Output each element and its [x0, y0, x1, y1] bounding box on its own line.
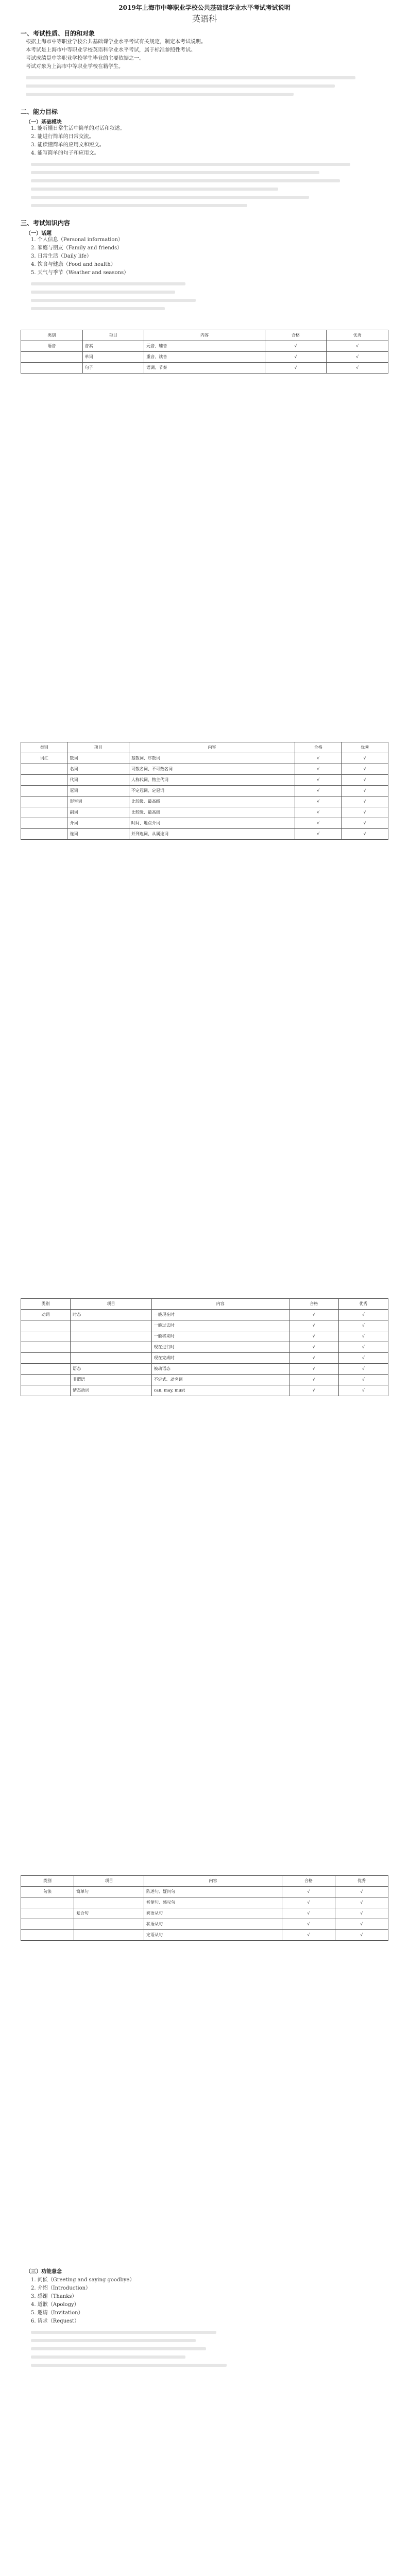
table-cell [21, 1320, 71, 1331]
paragraph: 4. 能写简单的句子和应用文。 [31, 150, 99, 156]
table-cell: √ [338, 1320, 388, 1331]
table-cell: 状语从句 [144, 1919, 282, 1930]
table-cell: √ [289, 1310, 338, 1320]
table-cell: 代词 [67, 775, 129, 786]
function-item: 2. 介绍（Introduction） [31, 2285, 91, 2291]
table-cell: √ [295, 775, 342, 786]
table-row [21, 1887, 388, 1897]
table-cell: √ [338, 1375, 388, 1385]
paragraph: 3. 能读懂简单的应用文和短文。 [31, 142, 105, 148]
section-heading-2: 二、能力目标 [21, 108, 58, 115]
table-vocabulary [21, 742, 388, 840]
header-cell: 项目 [74, 1876, 144, 1887]
paragraph: 2. 能进行简单的日常交流。 [31, 134, 94, 140]
text-line [31, 2339, 196, 2342]
table-cell: √ [342, 807, 388, 818]
header-cell: 优秀 [335, 1876, 388, 1887]
header-cell: 合格 [295, 742, 342, 753]
header-cell: 项目 [82, 330, 144, 341]
table-cell: √ [342, 818, 388, 829]
table-cell: √ [338, 1353, 388, 1364]
table-cell: 形容词 [67, 796, 129, 807]
table-cell: √ [282, 1897, 335, 1908]
table-cell [21, 1331, 71, 1342]
table-row [21, 1320, 388, 1331]
table-cell: √ [342, 775, 388, 786]
table-cell: √ [335, 1919, 388, 1930]
table-cell: √ [335, 1897, 388, 1908]
header-cell: 类别 [21, 330, 83, 341]
table-cell: 语态 [71, 1364, 152, 1375]
table-cell [21, 1930, 74, 1941]
table-cell: 语音 [21, 341, 83, 352]
table-row [21, 753, 388, 764]
table-cell: 副词 [67, 807, 129, 818]
table-cell: 比较级、最高级 [129, 796, 295, 807]
table-row [21, 1375, 388, 1385]
table-cell: 词汇 [21, 753, 67, 764]
topic-item: 2. 家庭与朋友（Family and friends） [31, 245, 123, 251]
topic-item: 5. 天气与季节（Weather and seasons） [31, 270, 129, 276]
table-row [21, 1331, 388, 1342]
header-cell: 类别 [21, 1876, 74, 1887]
text-line [31, 2347, 206, 2350]
paragraph: 考试对象为上海市中等职业学校在籍学生。 [26, 64, 124, 70]
table-row [21, 764, 388, 775]
table-cell: 陈述句、疑问句 [144, 1887, 282, 1897]
table-row [21, 786, 388, 796]
table-cell: 并列连词、从属连词 [129, 829, 295, 840]
table-cell: 音素 [82, 341, 144, 352]
table-verbs [21, 1298, 388, 1396]
table-cell: 动词 [21, 1310, 71, 1320]
text-line [31, 171, 319, 174]
table-cell: √ [265, 363, 327, 374]
table-cell: 人称代词、物主代词 [129, 775, 295, 786]
table-cell [21, 807, 67, 818]
text-line [31, 282, 185, 285]
table-row [21, 1385, 388, 1396]
table-cell: √ [289, 1342, 338, 1353]
table-cell: 可数名词、不可数名词 [129, 764, 295, 775]
table-row [21, 352, 388, 363]
table-cell: 祈使句、感叹句 [144, 1897, 282, 1908]
table-cell [21, 1364, 71, 1375]
table-cell: √ [265, 352, 327, 363]
table-cell [74, 1919, 144, 1930]
table-cell: √ [338, 1310, 388, 1320]
text-line [31, 204, 247, 207]
table-cell: √ [282, 1930, 335, 1941]
table-row [21, 1310, 388, 1320]
table-cell [71, 1342, 152, 1353]
table-cell: 复合句 [74, 1908, 144, 1919]
section-heading-3: 三、考试知识内容 [21, 219, 71, 227]
header-cell: 合格 [282, 1876, 335, 1887]
topic-item: 3. 日常生活（Daily life） [31, 253, 92, 259]
table-cell [21, 1908, 74, 1919]
text-line [31, 2331, 216, 2334]
table-cell [71, 1353, 152, 1364]
section-heading-1: 一、考试性质、目的和对象 [21, 30, 95, 37]
table-row [21, 1353, 388, 1364]
text-line [26, 84, 335, 88]
table-cell [21, 1342, 71, 1353]
table-cell: 句子 [82, 363, 144, 374]
table-cell [21, 786, 67, 796]
table-cell: 重音、读音 [144, 352, 265, 363]
paragraph: 1. 能听懂日常生活中简单的对话和叙述。 [31, 126, 125, 131]
table-row [21, 829, 388, 840]
table-cell: 冠词 [67, 786, 129, 796]
table-cell: √ [289, 1385, 338, 1396]
table-cell: 语调、节奏 [144, 363, 265, 374]
function-item: 4. 道歉（Apology） [31, 2302, 79, 2308]
table-cell: √ [289, 1364, 338, 1375]
table-cell [21, 1353, 71, 1364]
header-cell: 优秀 [327, 330, 388, 341]
table-cell: √ [295, 796, 342, 807]
table-cell: √ [295, 753, 342, 764]
table-row [21, 1897, 388, 1908]
table-cell: √ [282, 1887, 335, 1897]
table-cell: √ [327, 341, 388, 352]
header-cell: 优秀 [342, 742, 388, 753]
table-cell: 比较级、最高级 [129, 807, 295, 818]
table-cell: 一般现在时 [151, 1310, 289, 1320]
table-cell [74, 1930, 144, 1941]
paragraph: 根据上海市中等职业学校公共基础课学业水平考试有关规定，制定本考试说明。 [26, 39, 206, 45]
table-cell: √ [342, 753, 388, 764]
table-cell: 句法 [21, 1887, 74, 1897]
paragraph: 本考试是上海市中等职业学校英语科学业水平考试，属于标准参照性考试。 [26, 47, 196, 53]
table-cell: √ [282, 1919, 335, 1930]
topic-item: 4. 饮食与健康（Food and health） [31, 262, 116, 267]
table-cell: √ [342, 829, 388, 840]
table-row [21, 1930, 388, 1941]
table-cell [21, 775, 67, 786]
text-line [31, 299, 196, 302]
table-cell: √ [295, 764, 342, 775]
table-cell: √ [335, 1887, 388, 1897]
table-cell: 单词 [82, 352, 144, 363]
table-cell: can, may, must [151, 1385, 289, 1396]
table-cell: 一般过去时 [151, 1320, 289, 1331]
header-cell: 项目 [71, 1299, 152, 1310]
function-item: 6. 请求（Request） [31, 2318, 80, 2324]
table-cell [21, 1919, 74, 1930]
header-cell: 类别 [21, 1299, 71, 1310]
table-cell [21, 764, 67, 775]
table-cell: √ [289, 1331, 338, 1342]
table-cell [21, 796, 67, 807]
table-cell: √ [327, 363, 388, 374]
table-cell: √ [342, 764, 388, 775]
header-cell: 项目 [67, 742, 129, 753]
table-cell: 定语从句 [144, 1930, 282, 1941]
table-cell [21, 1375, 71, 1385]
document-title: 2019年上海市中等职业学校公共基础课学业水平考试考试说明 [118, 4, 291, 11]
table-row [21, 1342, 388, 1353]
header-cell: 合格 [265, 330, 327, 341]
function-item: 3. 感谢（Thanks） [31, 2294, 77, 2299]
table-row [21, 775, 388, 786]
table-header [21, 742, 388, 753]
topic-item: 1. 个人信息（Personal information） [31, 237, 123, 243]
document-subtitle: 英语科 [192, 14, 217, 24]
table-cell: √ [289, 1353, 338, 1364]
table-cell: 被动语态 [151, 1364, 289, 1375]
table-cell: √ [289, 1320, 338, 1331]
header-cell: 内容 [151, 1299, 289, 1310]
table-cell [21, 363, 83, 374]
table-cell: √ [295, 786, 342, 796]
table-cell: √ [342, 786, 388, 796]
table-cell: 数词 [67, 753, 129, 764]
table-cell [21, 829, 67, 840]
header-cell: 内容 [144, 1876, 282, 1887]
table-row [21, 1364, 388, 1375]
table-cell: 宾语从句 [144, 1908, 282, 1919]
text-line [31, 307, 165, 310]
paragraph: 考试成绩是中等职业学校学生毕业的主要依据之一。 [26, 56, 144, 61]
header-cell: 类别 [21, 742, 67, 753]
header-cell: 优秀 [338, 1299, 388, 1310]
table-row [21, 1908, 388, 1919]
table-cell: 一般将来时 [151, 1331, 289, 1342]
table-cell: √ [338, 1364, 388, 1375]
table-cell: 现在进行时 [151, 1342, 289, 1353]
table-row [21, 818, 388, 829]
table-cell: √ [338, 1385, 388, 1396]
table-cell: √ [335, 1930, 388, 1941]
header-cell: 内容 [144, 330, 265, 341]
table-cell: √ [282, 1908, 335, 1919]
subheading: （一）基础模块 [26, 120, 62, 125]
text-line [31, 163, 350, 166]
table-cell: √ [289, 1375, 338, 1385]
subheading: （三）功能意念 [26, 2269, 62, 2275]
table-cell: 连词 [67, 829, 129, 840]
table-cell: 不定式、动名词 [151, 1375, 289, 1385]
text-line [31, 291, 175, 294]
table-cell: 介词 [67, 818, 129, 829]
table-cell [74, 1897, 144, 1908]
table-header [21, 330, 388, 341]
table-cell: √ [338, 1342, 388, 1353]
table-cell: 不定冠词、定冠词 [129, 786, 295, 796]
table-cell [21, 1897, 74, 1908]
table-cell: 简单句 [74, 1887, 144, 1897]
header-cell: 合格 [289, 1299, 338, 1310]
table-header [21, 1299, 388, 1310]
table-cell: √ [295, 829, 342, 840]
table-cell: 名词 [67, 764, 129, 775]
text-line [31, 2364, 227, 2367]
table-cell [21, 1385, 71, 1396]
table-cell: √ [265, 341, 327, 352]
table-cell: 现在完成时 [151, 1353, 289, 1364]
table-phonetics [21, 330, 388, 374]
table-cell [21, 818, 67, 829]
function-item: 1. 问候（Greeting and saying goodbye） [31, 2277, 135, 2283]
table-cell: √ [338, 1331, 388, 1342]
text-line [31, 179, 340, 182]
text-line [31, 196, 309, 199]
table-row [21, 341, 388, 352]
table-cell [21, 352, 83, 363]
table-cell: 时间、地点介词 [129, 818, 295, 829]
table-row [21, 807, 388, 818]
table-cell: 时态 [71, 1310, 152, 1320]
table-cell: √ [342, 796, 388, 807]
subheading: （一）话题 [26, 231, 52, 236]
table-cell: 情态动词 [71, 1385, 152, 1396]
text-line [26, 76, 355, 79]
table-syntax [21, 1875, 388, 1941]
table-row [21, 1919, 388, 1930]
table-cell [71, 1331, 152, 1342]
table-cell: √ [327, 352, 388, 363]
text-line [31, 2355, 185, 2359]
table-cell: √ [295, 818, 342, 829]
table-cell: 基数词、序数词 [129, 753, 295, 764]
table-header [21, 1876, 388, 1887]
table-cell: √ [335, 1908, 388, 1919]
table-row [21, 796, 388, 807]
table-row [21, 363, 388, 374]
text-line [31, 188, 278, 191]
table-cell: 非谓语 [71, 1375, 152, 1385]
function-item: 5. 邀请（Invitation） [31, 2310, 83, 2316]
header-cell: 内容 [129, 742, 295, 753]
table-cell: √ [295, 807, 342, 818]
table-cell [71, 1320, 152, 1331]
table-cell: 元音、辅音 [144, 341, 265, 352]
text-line [26, 93, 294, 96]
